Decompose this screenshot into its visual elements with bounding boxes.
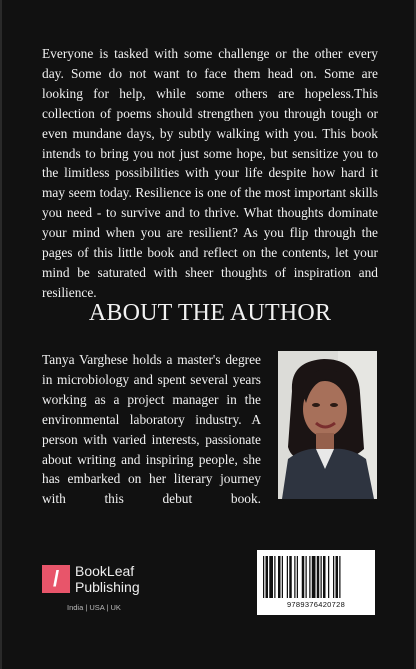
barcode-bar xyxy=(269,556,273,598)
barcode-bar xyxy=(302,556,305,598)
barcode-bar xyxy=(266,556,269,598)
barcode-bar xyxy=(328,556,329,598)
barcode-bar xyxy=(263,556,264,598)
barcode-bar xyxy=(317,556,320,598)
booklogo-slash-icon: / xyxy=(42,565,70,593)
barcode-bar xyxy=(309,556,310,598)
isbn-barcode-icon xyxy=(263,556,369,598)
barcode-bar xyxy=(312,556,316,598)
author-photo xyxy=(278,351,377,499)
barcode-bar xyxy=(294,556,295,598)
barcode-bar xyxy=(333,556,334,598)
barcode-bar xyxy=(321,556,322,598)
barcode-bar xyxy=(297,556,298,598)
barcode-bar xyxy=(336,556,339,598)
isbn-barcode xyxy=(257,550,375,615)
barcode-bar xyxy=(306,556,307,598)
about-author-heading: ABOUT THE AUTHOR xyxy=(88,300,332,326)
barcode-bar xyxy=(287,556,288,598)
publisher-block xyxy=(42,563,182,613)
book-blurb: Everyone is tasked with some challenge or the other every day. Some do not want to face them head on. Some are looking for help, while some others are hopeless.This collection of poems should strengthen you through tough or even mundane days, by subtly walking with you. This book intends to bring you not just some hope, but sensitize you to the limitless possibilities with your life despite how hard it may seem today. Resilience is one of the most important skills you need - to survive and to thrive. What thoughts dominate your mind when you are resilient? As you flip through the pages of this little book and reflect on the contents, let your mind be saturated with sheer thoughts of inspiration and resilience. xyxy=(42,46,378,300)
author-bio: Tanya Varghese holds a master's degree in microbiology and spent several years working as a project manager in the environmental laboratory industry. A person with varied interests, passionate about writing and inspiring people, she has embarked on her literary journey with this debut book. xyxy=(42,352,261,507)
barcode-bar xyxy=(289,556,292,598)
barcode-bar xyxy=(282,556,283,598)
barcode-bar xyxy=(323,556,326,598)
barcode-bar xyxy=(274,556,275,598)
publisher-name-line2: Publishing xyxy=(75,579,140,595)
barcode-bar xyxy=(339,556,340,598)
publisher-regions: India | USA | UK xyxy=(67,603,121,612)
barcode-bar xyxy=(278,556,281,598)
publisher-name-line1: BookLeaf xyxy=(75,563,135,579)
isbn-number: 9789376420728 xyxy=(286,600,346,609)
